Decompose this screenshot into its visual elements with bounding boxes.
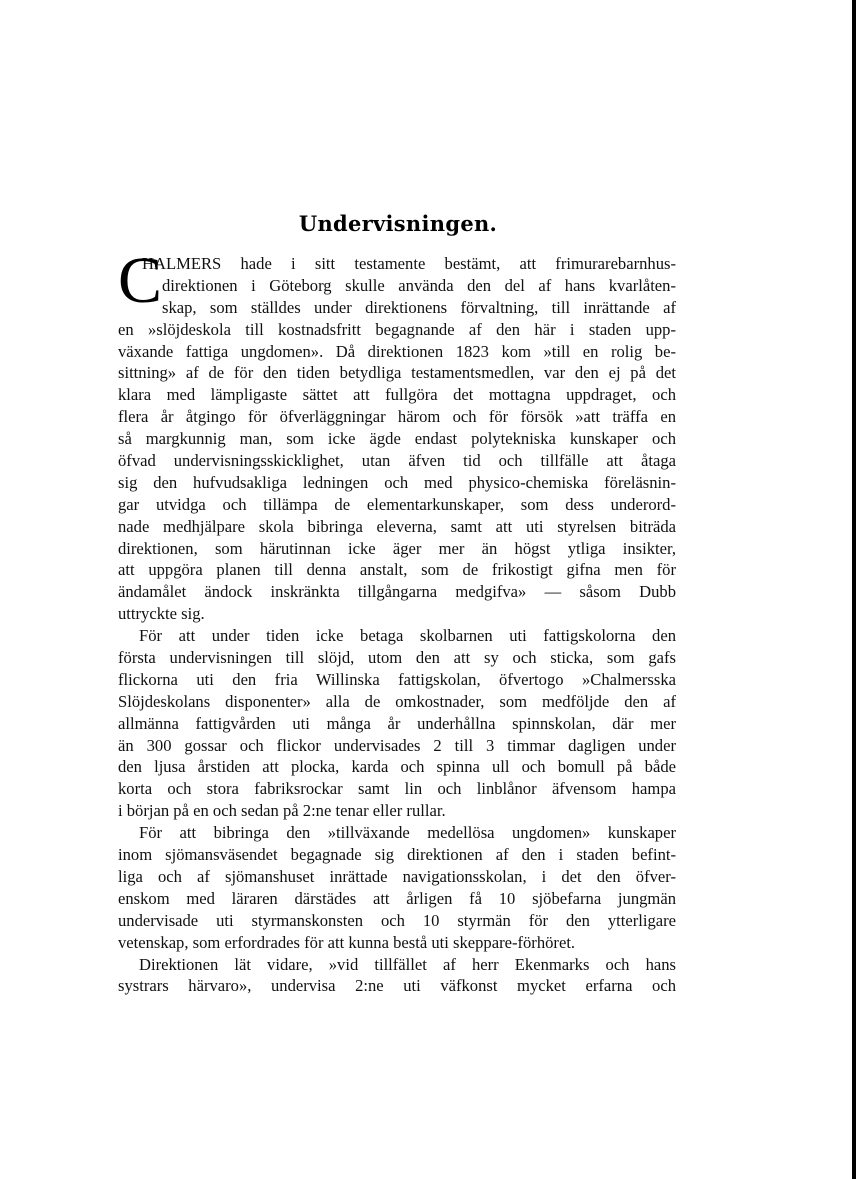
drop-cap: C	[118, 244, 163, 317]
text-line: gar utvidga och tillämpa de elementarkunskaper, som dess underord-	[118, 494, 676, 514]
text-line: den ljusa årstiden att plocka, karda och spinna ull och bomull på både	[118, 757, 676, 777]
text-line: För att bibringa den »tillväxande medellösa ungdomen» kunskaper	[139, 823, 676, 843]
body-text	[118, 244, 676, 997]
text-line: uttryckte sig.	[118, 604, 205, 624]
text-line: ändamålet ändock inskränkta tillgångarna medgifva» — såsom Dubb	[118, 582, 676, 602]
paragraph-2	[118, 625, 676, 822]
text-line: så margkunnig man, som icke ägde endast polytekniska kunskaper och	[118, 429, 676, 449]
text-line: undervisade uti styrmanskonsten och 10 styrmän för den ytterligare	[118, 910, 676, 930]
text-line: direktionen, som härutinnan icke äger mer än högst ytliga insikter,	[118, 538, 676, 558]
text-line: öfvad undervisningsskicklighet, utan äfven tid och tillfälle att åtaga	[118, 451, 676, 471]
text-line: inom sjömansväsendet begagnade sig direktionen af den i staden befint-	[118, 845, 676, 865]
text-line: sittning» af de för den tiden betydliga testamentsmedlen, var den ej på det	[118, 363, 676, 383]
text-line: korta och stora fabriksrockar samt lin och linblånor äfvensom hampa	[118, 779, 676, 799]
text-line: växande fattiga ungdomen». Då direktionen 1823 kom »till en rolig be-	[118, 341, 676, 361]
text-line: direktionen i Göteborg skulle använda den del af hans kvarlåten-	[162, 275, 676, 295]
text-line: skap, som ställdes under direktionens förvaltning, till inrättande af	[162, 297, 676, 317]
text-line: sig den hufvudsakliga ledningen och med physico-chemiska föreläsnin-	[118, 472, 676, 492]
text-line: För att under tiden icke betaga skolbarnen uti fattigskolorna den	[139, 626, 676, 646]
text-line: att uppgöra planen till denna anstalt, som de frikostigt gifna men för	[118, 560, 676, 580]
paragraph-4	[118, 954, 676, 998]
text-line: enskom med läraren därstädes att årligen få 10 sjöbefarna jungmän	[118, 888, 676, 908]
text-line: än 300 gossar och flickor undervisades 2 till 3 timmar dagligen under	[118, 735, 676, 755]
text-line: Direktionen lät vidare, »vid tillfället af herr Ekenmarks och hans	[139, 954, 676, 974]
page-title: Undervisningen.	[298, 211, 498, 236]
text-line: i början på en och sedan på 2:ne tenar eller rullar.	[118, 801, 446, 821]
text-line: klara med lämpligaste sättet att fullgöra det mottagna uppdraget, och	[118, 385, 676, 405]
text-line: allmänna fattigvården uti många år underhållna spinnskolan, där mer	[118, 713, 676, 733]
page-edge	[852, 0, 856, 1179]
paragraph-1	[118, 244, 676, 625]
text-line: nade medhjälpare skola bibringa eleverna, samt att uti styrelsen biträda	[118, 516, 676, 536]
text-line: HALMERS hade i sitt testamente bestämt, att frimurarebarnhus-	[142, 254, 676, 273]
text-line: vetenskap, som erfordrades för att kunna bestå uti skeppare-förhöret.	[118, 932, 576, 952]
text-line: flera år åtgingo för öfverläggningar härom och för försök »att träffa en	[118, 407, 676, 427]
text-line: Slöjdeskolans disponenter» alla de omkostnader, som medföljde den af	[118, 691, 676, 711]
text-line: flickorna uti den fria Willinska fattigskolan, öfvertogo »Chalmersska	[118, 669, 676, 689]
paragraph-3	[118, 822, 676, 953]
text-line: liga och af sjömanshuset inrättade navigationsskolan, i det den öfver-	[118, 866, 676, 886]
text-line: första undervisningen till slöjd, utom den att sy och sticka, som gafs	[118, 648, 676, 668]
text-line: en »slöjdeskola till kostnadsfritt begagnande af den här i staden upp-	[118, 319, 676, 339]
text-line: systrars härvaro», undervisa 2:ne uti väfkonst mycket erfarna och	[118, 976, 676, 996]
